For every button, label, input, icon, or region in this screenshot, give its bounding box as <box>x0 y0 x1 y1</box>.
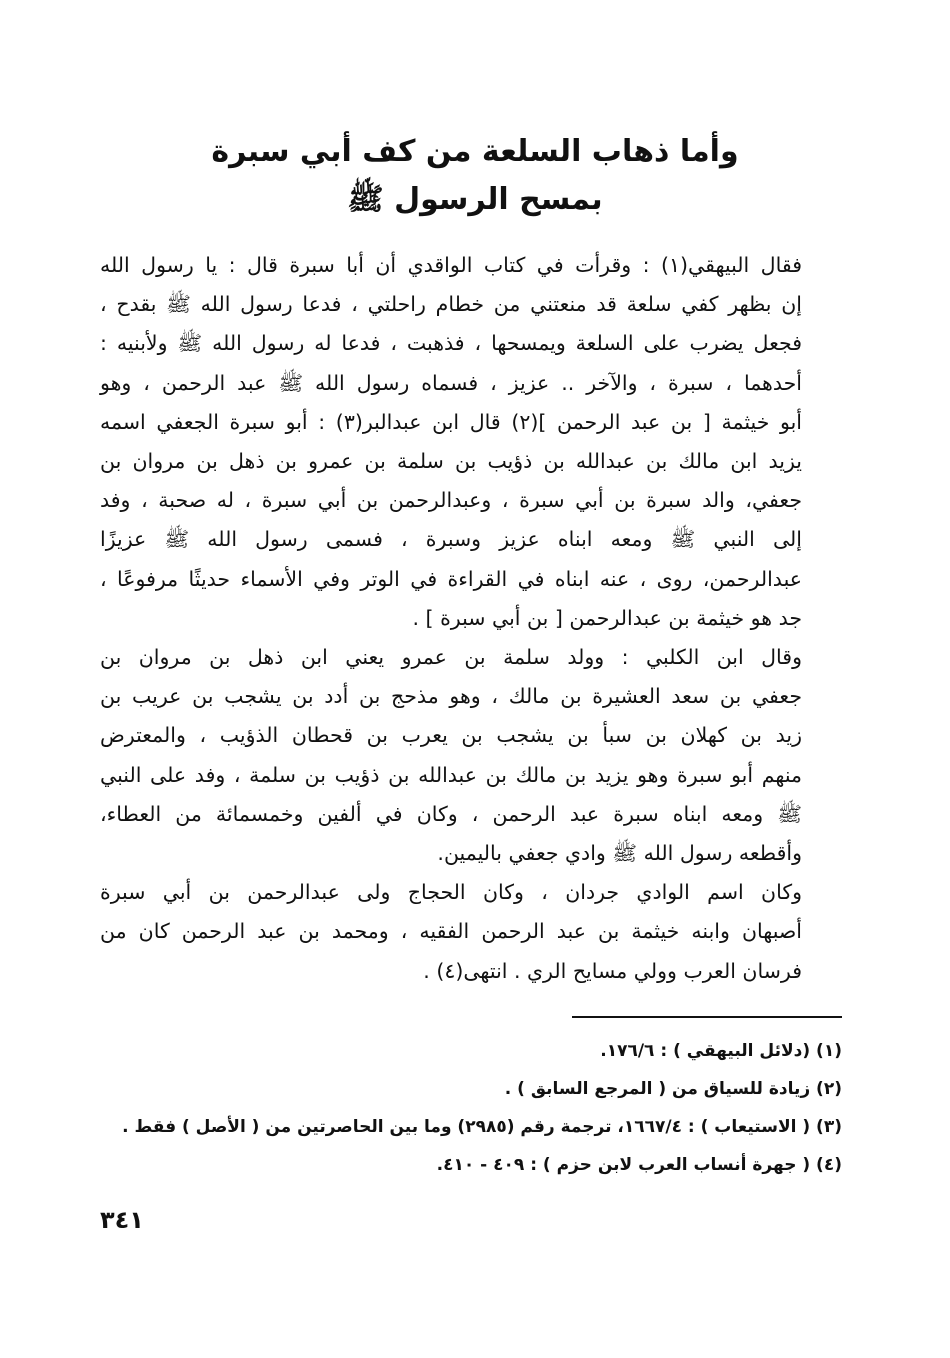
text-line: إن بظهر كفي سلعة قد منعتني من خطام راحلتي ، فدعا رسول الله ﷺ بقدح ، <box>100 292 802 317</box>
text-line: ﷺ ومعه ابناه سبرة عبد الرحمن ، وكان في ألفين وخمسمائة من العطاء، <box>100 801 802 826</box>
text-line: وكان اسم الوادي جردان ، وكان الحجاج ولى عبدالرحمن بن أبي سبرة <box>100 880 802 905</box>
footnote-4: (٤) ( جهرة أنساب العرب لابن حزم ) : ٤٠٩ - ٤١٠. <box>436 1155 842 1175</box>
title-line-2: بمسح الرسول ﷺ <box>347 182 603 217</box>
paragraph-1 <box>100 246 840 638</box>
text-line: أبو خيثمة [ بن عبد الرحمن ](٢) قال ابن عبدالبر(٣) : أبو سبرة الجعفي اسمه <box>100 409 803 434</box>
text-line: وأقطعه رسول الله ﷺ وادي جعفي باليمين. <box>437 841 802 866</box>
footnote-divider <box>572 1016 842 1018</box>
text-line: يزيد ابن مالك بن عبدالله بن ذؤيب بن سلمة بن عمرو بن ذهل بن مروان بن <box>100 449 802 474</box>
text-line: فقال البيهقي(١) : وقرأت في كتاب الواقدي أن أبا سبرة قال : يا رسول الله <box>100 253 802 277</box>
text-line: وقال ابن الكلبي : وولد سلمة بن عمرو يعني ابن ذهل بن مروان بن <box>100 645 802 670</box>
text-line: جد هو خيثمة بن عبدالرحمن [ بن أبي سبرة ] . <box>412 605 802 630</box>
text-line: أصبهان وابنه خيثمة بن عبد الرحمن الفقيه ، ومحمد بن عبد الرحمن كان من <box>100 919 802 944</box>
text-line: فجعل يضرب على السلعة ويمسحها ، فذهبت ، فدعا له رسول الله ﷺ ولأبنيه : <box>100 331 802 356</box>
text-line: فرسان العرب وولي مسايح الري . انتهى(٤) . <box>423 958 802 983</box>
paragraph-3 <box>100 873 840 991</box>
text-line: عبدالرحمن، روى ، عنه ابناه في القراءة في الوتر وفي الأسماء حديثًا مرفوعًا ، <box>100 566 802 591</box>
text-line: أحدهما ، سبرة ، والآخر .. عزيز ، فسماه رسول الله ﷺ عبد الرحمن ، وهو <box>100 370 802 395</box>
title-line-1: وأما ذهاب السلعة من كف أبي سبرة <box>211 134 739 169</box>
body-text <box>100 246 840 991</box>
chapter-title <box>0 128 950 224</box>
footnotes <box>122 1032 842 1184</box>
text-line: منهم أبو سبرة وهو يزيد بن مالك بن عبدالله بن ذؤيب بن سلمة ، وفد على النبي <box>100 762 802 787</box>
footnote-2: (٢) زيادة للسياق من ( المرجع السابق ) . <box>504 1079 842 1099</box>
footnote-3: (٣) ( الاستيعاب ) : ١٦٦٧/٤، ترجمة رقم (٢٩٨٥) وما بين الحاصرتين من ( الأصل ) فقط . <box>122 1117 842 1137</box>
text-line: جعفي، والد سبرة بن أبي سبرة ، وعبدالرحمن بن أبي سبرة ، له صحبة ، وفد <box>100 488 802 513</box>
text-line: جعفي بن سعد العشيرة بن مالك ، وهو مذحج بن أدد بن يشجب بن عريب بن <box>100 684 802 709</box>
paragraph-2 <box>100 638 840 873</box>
text-line: زيد بن كهلان بن سبأ بن يشجب بن يعرب بن قحطان الذؤيب ، والمعترض <box>100 723 802 748</box>
text-line: إلى النبي ﷺ ومعه ابناه عزيز وسبرة ، فسمى رسول الله ﷺ عزيزًا <box>100 527 802 552</box>
page-number: ٣٤١ <box>100 1206 144 1234</box>
footnote-1: (١) (دلائل البيهقي ) : ١٧٦/٦. <box>600 1041 842 1061</box>
